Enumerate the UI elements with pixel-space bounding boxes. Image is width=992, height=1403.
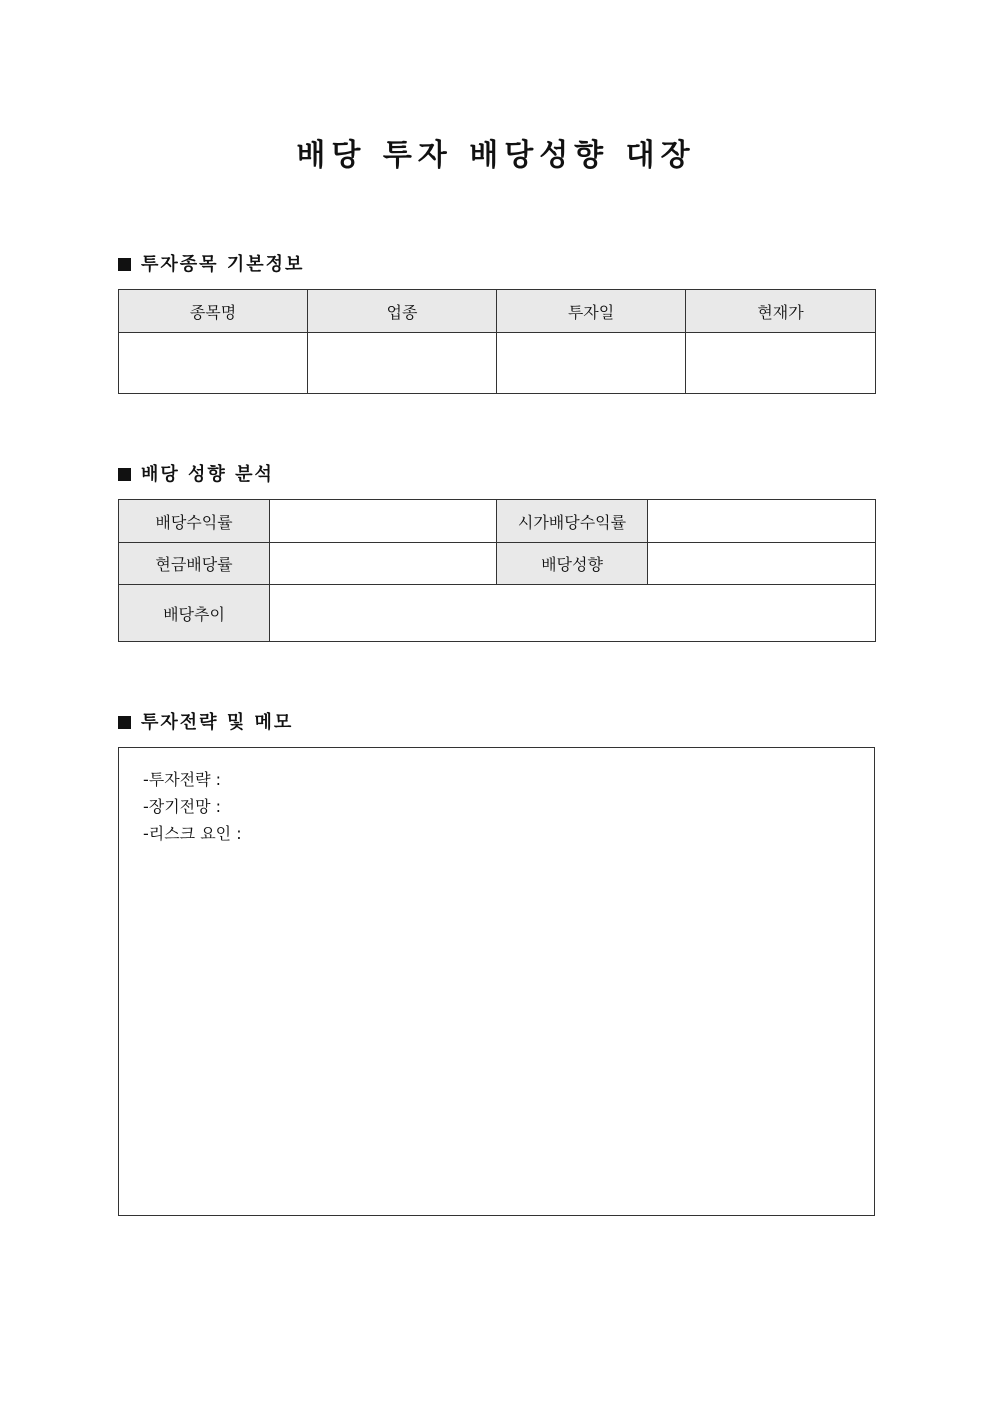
memo-lines [143, 766, 242, 847]
market-dividend-yield-label: 시가배당수익률 [497, 500, 648, 543]
dividend-analysis-heading [118, 463, 274, 487]
strategy-memo-box[interactable] [118, 747, 875, 1216]
basic-info-heading [118, 253, 304, 277]
strategy-memo-heading-text: 투자전략 및 메모 [141, 712, 294, 733]
cash-dividend-rate-value[interactable] [270, 543, 497, 585]
dividend-yield-value[interactable] [270, 500, 497, 543]
dividend-yield-label: 배당수익률 [119, 500, 270, 543]
memo-line-strategy: -투자전략 : [143, 770, 222, 789]
industry-cell[interactable] [308, 333, 497, 394]
cash-dividend-rate-label: 현금배당률 [119, 543, 270, 585]
stock-name-cell[interactable] [119, 333, 308, 394]
column-header-industry: 업종 [308, 290, 497, 333]
basic-info-heading-text: 투자종목 기본정보 [141, 254, 305, 275]
square-bullet-icon [118, 468, 131, 481]
square-bullet-icon [118, 258, 131, 271]
page-title: 배당 투자 배당성향 대장 [296, 138, 696, 173]
current-price-cell[interactable] [686, 333, 876, 394]
strategy-memo-heading [118, 711, 293, 735]
dividend-analysis-table [118, 499, 876, 642]
column-header-stock-name: 종목명 [119, 290, 308, 333]
basic-info-table [118, 289, 876, 394]
payout-ratio-label: 배당성향 [497, 543, 648, 585]
memo-line-risk-factors: -리스크 요인 : [143, 824, 242, 843]
square-bullet-icon [118, 716, 131, 729]
dividend-analysis-heading-text: 배당 성향 분석 [141, 464, 274, 485]
dividend-trend-label: 배당추이 [119, 585, 270, 642]
memo-line-long-term-outlook: -장기전망 : [143, 797, 222, 816]
investment-date-cell[interactable] [497, 333, 686, 394]
payout-ratio-value[interactable] [648, 543, 876, 585]
market-dividend-yield-value[interactable] [648, 500, 876, 543]
dividend-trend-value[interactable] [270, 585, 876, 642]
column-header-current-price: 현재가 [686, 290, 876, 333]
column-header-investment-date: 투자일 [497, 290, 686, 333]
